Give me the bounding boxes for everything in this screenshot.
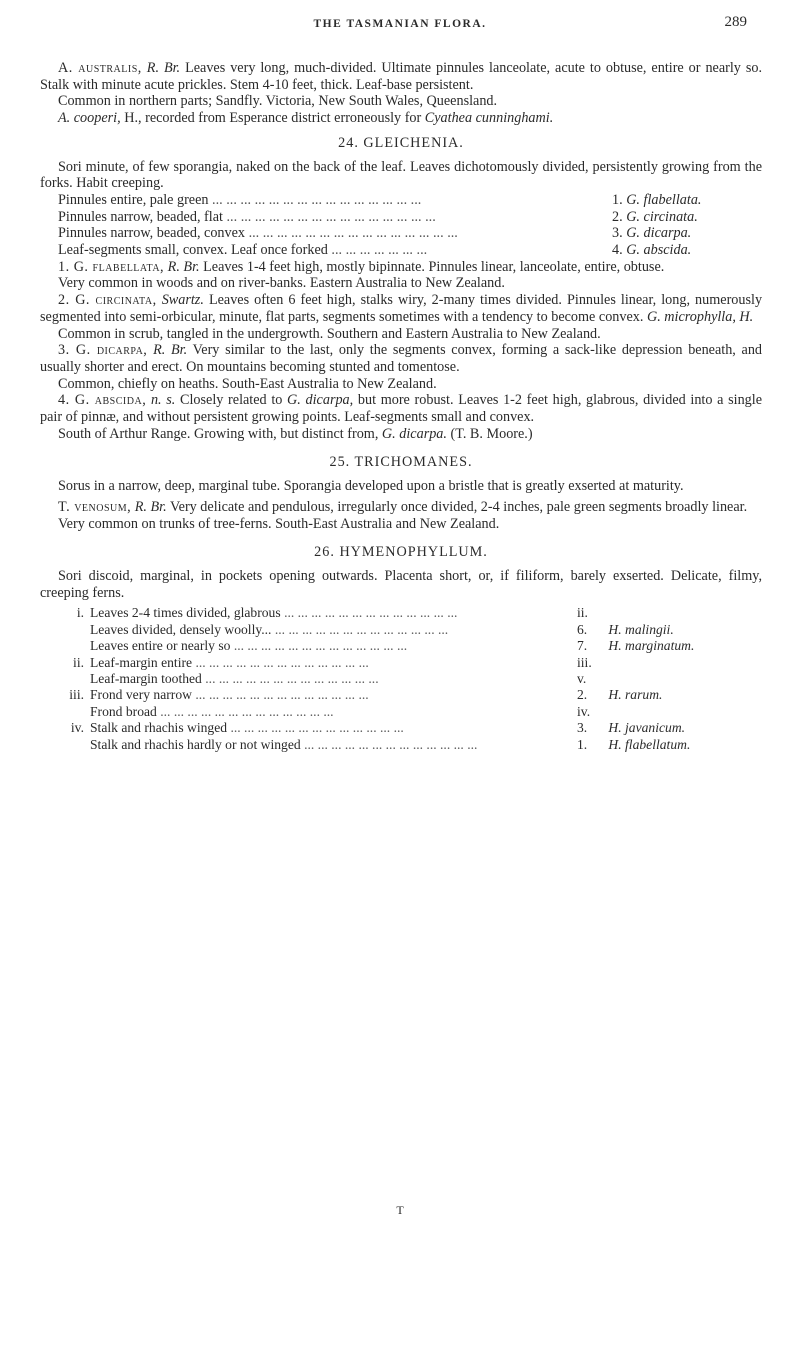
species-description: Leaves often 6 feet high, stalks wiry, 2-many times divided. Pinnules linear, long, numerously segmented into semi-orbicular, minute, flat parts, segments sometimes with a tendency to become convex. (40, 292, 763, 325)
hymenophyllum-intro: Sori discoid, marginal, in pockets opening outwards. Placenta short, or, if filiform, barely exserted. Delicate, filmy, creeping ferns. (40, 567, 762, 601)
key-species: G. abscida. (626, 242, 692, 259)
key-row: Leaves divided, densely woolly... ... ... ... ... ... ... ... ... ... ... ... ... ... 6. H. malingii. (90, 621, 674, 637)
circinata-distribution: Common in scrub, tangled in the undergrowth. Southern and Eastern Australia to New Zealand. (58, 325, 601, 342)
species-description-cont: but more robust. Leaves 1-2 feet high, glabrous, divided into a single pair of pinnæ, and without persistent growing points. Leaf-segments small and convex. (40, 392, 763, 426)
species-description: Leaves very long, much-divided. Ultimate pinnules lanceolate, acute to obtuse, entire or nearly so. Stalk with minute acute prickles. Stem 4-10 feet, thick. Leaf-base persistent. (40, 60, 763, 93)
key-row: ii. Leaf-margin entire ... ... ... ... ... ... ... ... ... ... ... ... ... iii. (73, 654, 592, 670)
species-authority: n. s. (150, 392, 176, 409)
venosum-entry (40, 499, 762, 516)
hymenophyllum-key (40, 605, 762, 753)
dicarpa-distribution: Common, chiefly on heaths. South-East Australia to New Zealand. (58, 375, 437, 392)
species-authority: R. Br. (167, 258, 200, 275)
species-description: Leaves 1-4 feet high, mostly bipinnate. Pinnules linear, lanceolate, entire, obtuse. (203, 258, 665, 275)
running-title: THE TASMANIAN FLORA. (313, 18, 487, 30)
trichomanes-heading: 25. TRICHOMANES. (329, 454, 473, 471)
key-row (40, 242, 762, 259)
species-label: A. cooperi, (58, 110, 121, 127)
species-synonym: G. microphylla, H. (646, 308, 754, 325)
signature-mark: T (396, 1203, 404, 1217)
distribution-text: South of Arthur Range. Growing with, but distinct from, (58, 425, 379, 442)
key-text: Pinnules narrow, beaded, convex ... ... ... ... ... ... ... ... ... ... ... ... ... ... ... (58, 225, 458, 242)
species-authority: R. Br. (153, 342, 188, 359)
gleichenia-heading: 24. GLEICHENIA. (338, 134, 464, 151)
species-authority: H., (124, 110, 142, 127)
page-number: 289 (724, 14, 747, 30)
key-species: G. flabellata. (626, 191, 702, 208)
gleichenia-key (40, 192, 762, 259)
key-number: 3. (612, 225, 623, 242)
species-label: T. venosum, (58, 498, 132, 515)
hymenophyllum-heading: 26. HYMENOPHYLLUM. (314, 544, 488, 561)
key-row (40, 192, 762, 209)
key-row: iii. Frond very narrow ... ... ... ... ... ... ... ... ... ... ... ... ... 2. H. rarum. (69, 687, 663, 703)
key-species: G. dicarpa. (626, 225, 692, 242)
dicarpa-entry (40, 342, 762, 375)
key-number: 1. (612, 191, 623, 208)
species-authority: R. Br. (146, 60, 181, 76)
key-row: Leaves entire or nearly so ... ... ... ... ... ... ... ... ... ... ... ... ... 7. H. marginatum. (90, 638, 695, 654)
species-authority: R. Br. (134, 498, 167, 515)
species-note: recorded from Esperance district erroneously for (145, 110, 422, 127)
key-row: Frond broad ... ... ... ... ... ... ... ... ... ... ... ... ... iv. (90, 703, 591, 719)
flabellata-entry (40, 259, 762, 276)
key-text: Pinnules narrow, beaded, flat ... ... ... ... ... ... ... ... ... ... ... ... ... ... ... (58, 208, 436, 225)
key-number: 4. (612, 242, 623, 259)
species-authority: Swartz. (161, 292, 204, 309)
species-reference: G. dicarpa, (287, 392, 354, 409)
key-row: Stalk and rhachis hardly or not winged ... ... ... ... ... ... ... ... ... ... ... ... ... 1. H. flabellatum. (90, 736, 691, 752)
key-row: i. Leaves 2-4 times divided, glabrous ... ... ... ... ... ... ... ... ... ... ... ... ... ii. (76, 605, 588, 621)
flabellata-distribution: Very common in woods and on river-banks. Eastern Australia to New Zealand. (58, 275, 505, 292)
species-description: Very similar to the last, only the segments convex, forming a sack-like depression beneath, and usually shorter and erect. On mountains becoming stunted and tomentose. (40, 342, 763, 375)
species-label: A. australis, (58, 60, 142, 76)
species-label: 1. G. flabellata, (58, 258, 165, 275)
species-reference: G. dicarpa. (381, 425, 447, 442)
circinata-entry (40, 292, 762, 325)
page-body (40, 60, 762, 753)
collector-note: (T. B. Moore.) (450, 425, 533, 442)
key-text: Leaf-segments small, convex. Leaf once forked ... ... ... ... ... ... ... (58, 242, 428, 259)
species-label: 2. G. circinata, (58, 292, 157, 309)
species-reference: Cyathea cunninghami. (424, 110, 554, 127)
key-species: G. circinata. (626, 208, 698, 225)
key-row (40, 225, 762, 242)
key-row: iv. Stalk and rhachis winged ... ... ... ... ... ... ... ... ... ... ... ... ... 3. H. javanicum. (70, 720, 686, 736)
venosum-distribution: Very common on trunks of tree-ferns. South-East Australia and New Zealand. (58, 515, 500, 532)
abscida-entry (40, 392, 762, 425)
species-description: Closely related to (180, 392, 283, 409)
species-label: 3. G. dicarpa, (58, 342, 148, 359)
trichomanes-intro: Sorus in a narrow, deep, marginal tube. Sporangia developed upon a bristle that is greatly exserted at maturity. (58, 478, 684, 495)
cooperi-entry (40, 110, 762, 127)
key-text: Pinnules entire, pale green ... ... ... ... ... ... ... ... ... ... ... ... ... ... ... (58, 191, 422, 208)
australis-entry (40, 60, 762, 93)
abscida-distribution (40, 426, 762, 443)
species-label: 4. G. abscida, (58, 392, 147, 409)
gleichenia-intro: Sori minute, of few sporangia, naked on the back of the leaf. Leaves dichotomously divided, persistently growing from the forks. Habit creeping. (40, 158, 762, 192)
australis-distribution: Common in northern parts; Sandfly. Victoria, New South Wales, Queensland. (58, 93, 498, 110)
key-row (40, 209, 762, 226)
species-description: Very delicate and pendulous, irregularly once divided, 2-4 inches, pale green segments broadly linear. (169, 498, 748, 515)
key-row: Leaf-margin toothed ... ... ... ... ... ... ... ... ... ... ... ... ... v. (90, 671, 587, 687)
key-number: 2. (612, 208, 623, 225)
